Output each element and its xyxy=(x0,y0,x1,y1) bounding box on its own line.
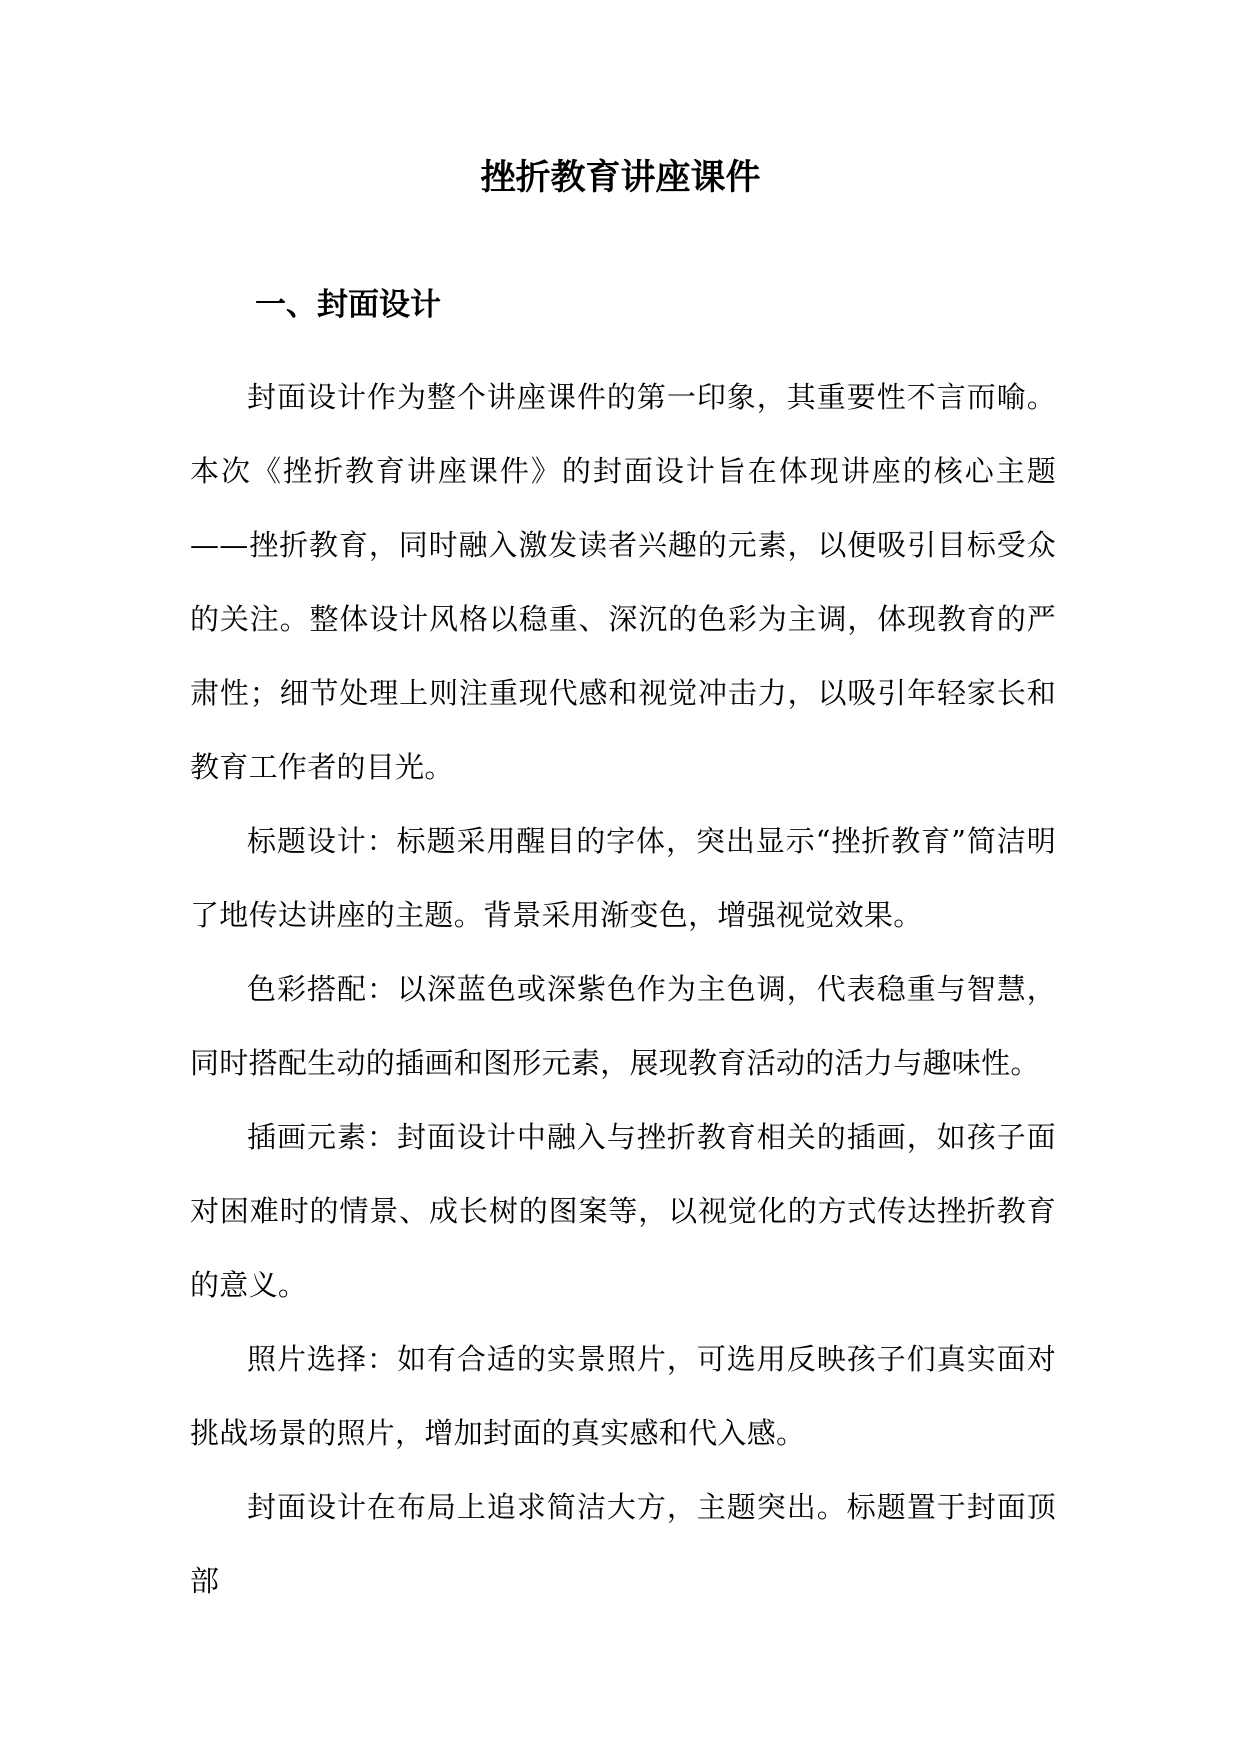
body-paragraph: 封面设计在布局上追求简洁大方，主题突出。标题置于封面顶部 xyxy=(190,1490,1056,1598)
body-paragraph: 色彩搭配：以深蓝色或深紫色作为主色调，代表稳重与智慧，同时搭配生动的插画和图形元素，展现教育活动的活力与趣味性。 xyxy=(190,972,1056,1080)
section-heading: 一、封面设计 xyxy=(255,287,441,323)
document-title: 挫折教育讲座课件 xyxy=(480,158,761,198)
body-paragraph: 标题设计：标题采用醒目的字体，突出显示“挫折教育”简洁明了地传达讲座的主题。背景采用渐变色，增强视觉效果。 xyxy=(190,824,1056,932)
section-body xyxy=(190,360,1056,1618)
body-paragraph: 照片选择：如有合适的实景照片，可选用反映孩子们真实面对挑战场景的照片，增加封面的真实感和代入感。 xyxy=(190,1342,1056,1450)
body-paragraph: 封面设计作为整个讲座课件的第一印象，其重要性不言而喻。本次《挫折教育讲座课件》的封面设计旨在体现讲座的核心主题——挫折教育，同时融入激发读者兴趣的元素，以便吸引目标受众的关注。整体设计风格以稳重、深沉的色彩为主调，体现教育的严肃性；细节处理上则注重现代感和视觉冲击力，以吸引年轻家长和教育工作者的目光。 xyxy=(190,380,1056,784)
body-paragraph: 插画元素：封面设计中融入与挫折教育相关的插画，如孩子面对困难时的情景、成长树的图案等，以视觉化的方式传达挫折教育的意义。 xyxy=(190,1120,1056,1302)
